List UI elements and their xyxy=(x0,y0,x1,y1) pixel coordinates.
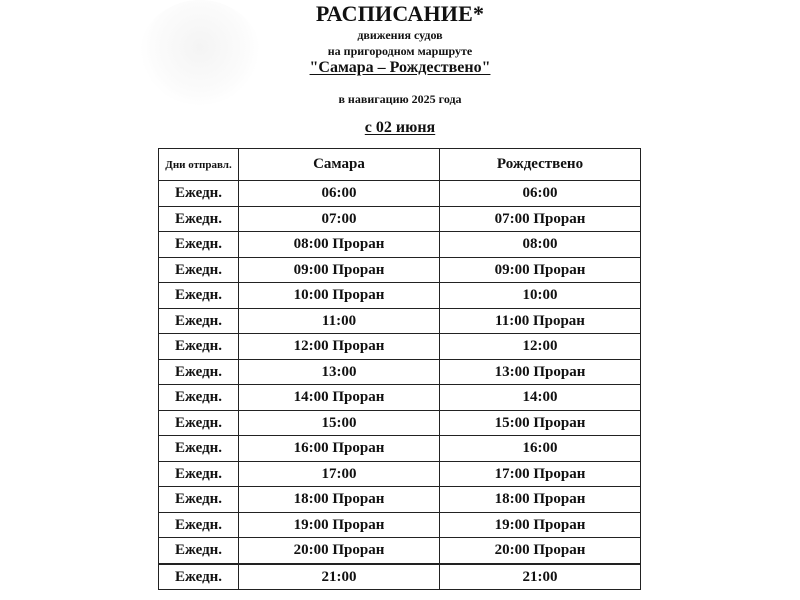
effective-date xyxy=(0,118,800,138)
cell-days: Ежедн. xyxy=(159,512,239,538)
cell-days: Ежедн. xyxy=(159,283,239,309)
table-row xyxy=(159,564,641,590)
cell-rozhdestveno: 10:00 xyxy=(440,283,641,309)
table-row xyxy=(159,410,641,436)
cell-samara: 19:00 Проран xyxy=(239,512,440,538)
cell-days: Ежедн. xyxy=(159,232,239,258)
cell-rozhdestveno: 18:00 Проран xyxy=(440,487,641,513)
cell-rozhdestveno: 20:00 Проран xyxy=(440,538,641,564)
cell-days: Ежедн. xyxy=(159,334,239,360)
cell-days: Ежедн. xyxy=(159,308,239,334)
table-header-row xyxy=(159,149,641,181)
cell-samara: 07:00 xyxy=(239,206,440,232)
header-days: Дни отправл. xyxy=(159,149,239,181)
table-row xyxy=(159,206,641,232)
cell-rozhdestveno: 07:00 Проран xyxy=(440,206,641,232)
table-row xyxy=(159,181,641,207)
cell-days: Ежедн. xyxy=(159,206,239,232)
cell-samara: 06:00 xyxy=(239,181,440,207)
route-name-text: "Самара – Рождествено" xyxy=(309,59,491,76)
subtitle-line-1: движения судов xyxy=(357,28,443,42)
cell-days: Ежедн. xyxy=(159,538,239,564)
cell-days: Ежедн. xyxy=(159,257,239,283)
table-row xyxy=(159,283,641,309)
header-samara: Самара xyxy=(239,149,440,181)
table-row xyxy=(159,232,641,258)
subtitle-line-2: на пригородном маршруте xyxy=(327,44,473,58)
effective-date-text: с 02 июня xyxy=(364,119,436,136)
cell-samara: 21:00 xyxy=(239,564,440,590)
cell-days: Ежедн. xyxy=(159,385,239,411)
cell-samara: 10:00 Проран xyxy=(239,283,440,309)
table-row xyxy=(159,257,641,283)
table-row xyxy=(159,385,641,411)
cell-samara: 13:00 xyxy=(239,359,440,385)
cell-rozhdestveno: 11:00 Проран xyxy=(440,308,641,334)
cell-samara: 17:00 xyxy=(239,461,440,487)
season-label: в навигацию 2025 года xyxy=(338,92,462,106)
header-rozhdestveno: Рождествено xyxy=(440,149,641,181)
cell-samara: 08:00 Проран xyxy=(239,232,440,258)
cell-samara: 15:00 xyxy=(239,410,440,436)
table-row xyxy=(159,308,641,334)
table-row xyxy=(159,538,641,564)
cell-samara: 11:00 xyxy=(239,308,440,334)
cell-rozhdestveno: 19:00 Проран xyxy=(440,512,641,538)
cell-samara: 20:00 Проран xyxy=(239,538,440,564)
cell-rozhdestveno: 09:00 Проран xyxy=(440,257,641,283)
table-row xyxy=(159,334,641,360)
cell-days: Ежедн. xyxy=(159,564,239,590)
table-row xyxy=(159,487,641,513)
schedule-table-body xyxy=(159,181,641,590)
cell-rozhdestveno: 15:00 Проран xyxy=(440,410,641,436)
cell-rozhdestveno: 17:00 Проран xyxy=(440,461,641,487)
cell-days: Ежедн. xyxy=(159,181,239,207)
cell-rozhdestveno: 14:00 xyxy=(440,385,641,411)
cell-rozhdestveno: 13:00 Проран xyxy=(440,359,641,385)
cell-samara: 16:00 Проран xyxy=(239,436,440,462)
page-title: РАСПИСАНИЕ* xyxy=(315,1,485,26)
cell-samara: 18:00 Проран xyxy=(239,487,440,513)
cell-days: Ежедн. xyxy=(159,436,239,462)
cell-days: Ежедн. xyxy=(159,487,239,513)
cell-rozhdestveno: 16:00 xyxy=(440,436,641,462)
table-row xyxy=(159,512,641,538)
cell-days: Ежедн. xyxy=(159,359,239,385)
cell-rozhdestveno: 08:00 xyxy=(440,232,641,258)
schedule-table xyxy=(158,148,641,590)
table-row xyxy=(159,359,641,385)
cell-samara: 12:00 Проран xyxy=(239,334,440,360)
table-row xyxy=(159,436,641,462)
cell-rozhdestveno: 21:00 xyxy=(440,564,641,590)
route-name xyxy=(0,58,800,78)
cell-days: Ежедн. xyxy=(159,461,239,487)
cell-samara: 14:00 Проран xyxy=(239,385,440,411)
cell-rozhdestveno: 12:00 xyxy=(440,334,641,360)
table-row xyxy=(159,461,641,487)
cell-rozhdestveno: 06:00 xyxy=(440,181,641,207)
cell-days: Ежедн. xyxy=(159,410,239,436)
cell-samara: 09:00 Проран xyxy=(239,257,440,283)
